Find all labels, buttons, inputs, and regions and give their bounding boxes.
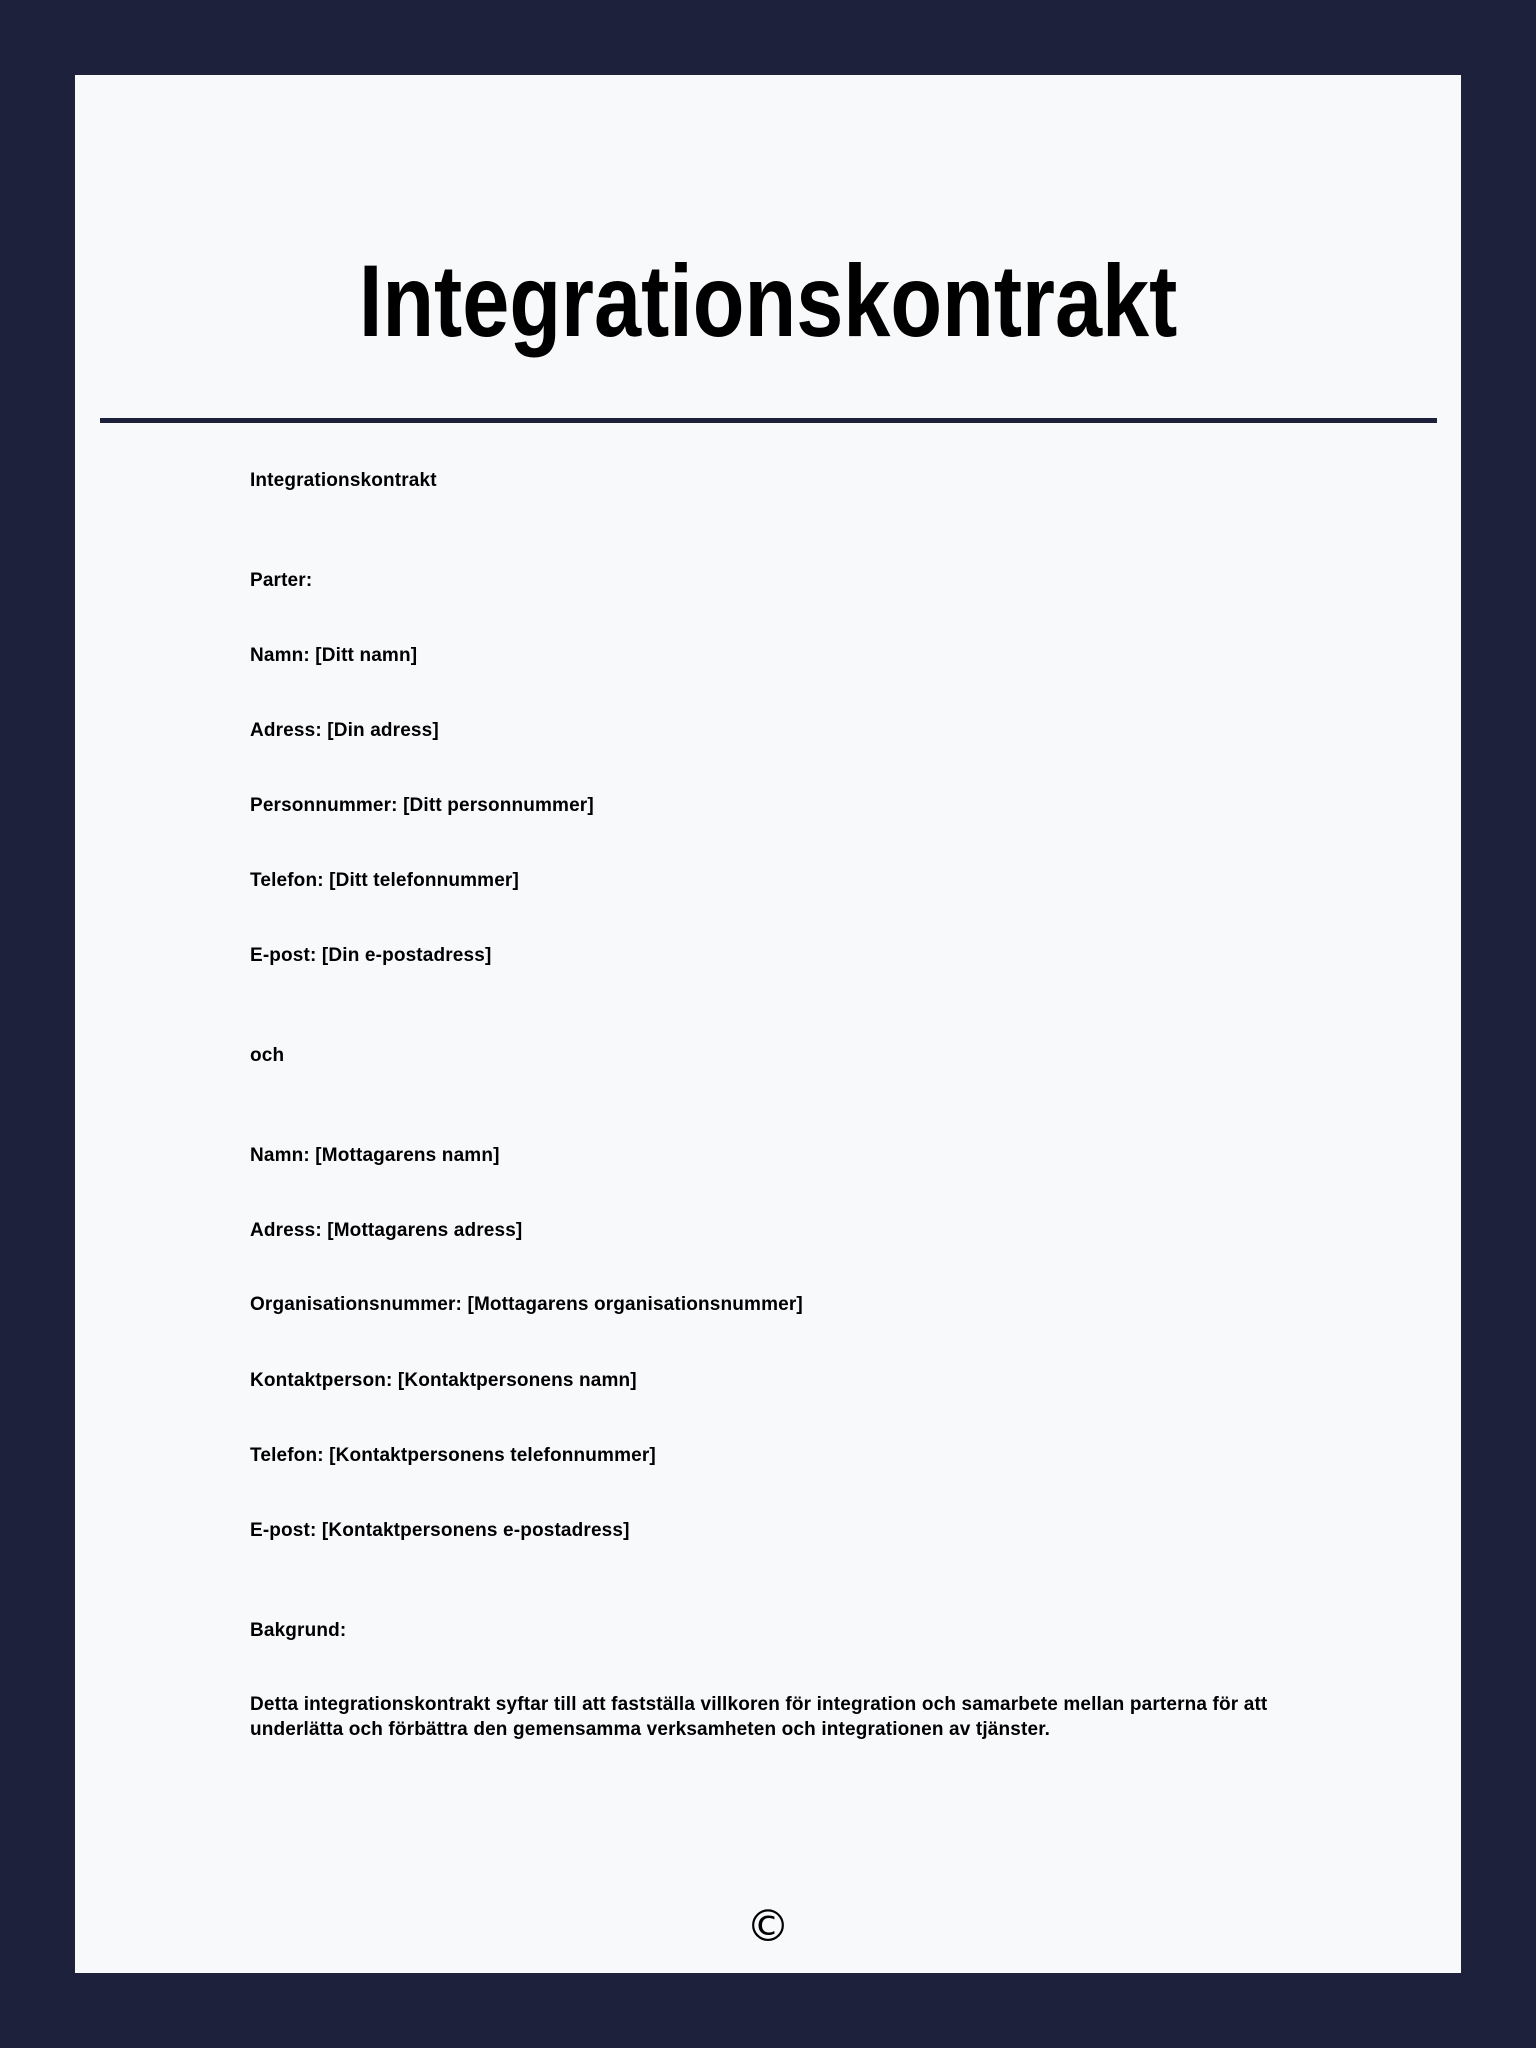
party1-personal-number: Personnummer: [Ditt personnummer] xyxy=(250,795,594,816)
party1-name: Namn: [Ditt namn] xyxy=(250,645,418,666)
background-heading: Bakgrund: xyxy=(250,1620,347,1641)
party1-address: Adress: [Din adress] xyxy=(250,720,439,741)
parties-conjunction: och xyxy=(250,1045,285,1066)
party2-contact-person: Kontaktperson: [Kontaktpersonens namn] xyxy=(250,1370,637,1391)
party2-email: E-post: [Kontaktpersonens e-postadress] xyxy=(250,1520,630,1541)
party1-phone: Telefon: [Ditt telefonnummer] xyxy=(250,870,519,891)
party2-address: Adress: [Mottagarens adress] xyxy=(250,1220,523,1241)
party2-phone: Telefon: [Kontaktpersonens telefonnummer] xyxy=(250,1445,656,1466)
copyright-icon: © xyxy=(746,1901,790,1952)
document-title xyxy=(75,244,1461,358)
party2-name: Namn: [Mottagarens namn] xyxy=(250,1145,500,1166)
document-subtitle: Integrationskontrakt xyxy=(250,470,437,491)
party2-org-number: Organisationsnummer: [Mottagarens organisationsnummer] xyxy=(250,1294,803,1315)
party1-email: E-post: [Din e-postadress] xyxy=(250,945,492,966)
document-page xyxy=(75,75,1461,1973)
title-divider xyxy=(100,418,1437,423)
background-text: Detta integrationskontrakt syftar till att fastställa villkoren för integration och samarbete mellan parterna för att underlätta och förbättra den gemensamma verksamheten och integrationen av tjänster. xyxy=(250,1694,1268,1740)
parties-heading: Parter: xyxy=(250,570,313,591)
document-title-text: Integrationskontrakt xyxy=(358,244,1178,358)
